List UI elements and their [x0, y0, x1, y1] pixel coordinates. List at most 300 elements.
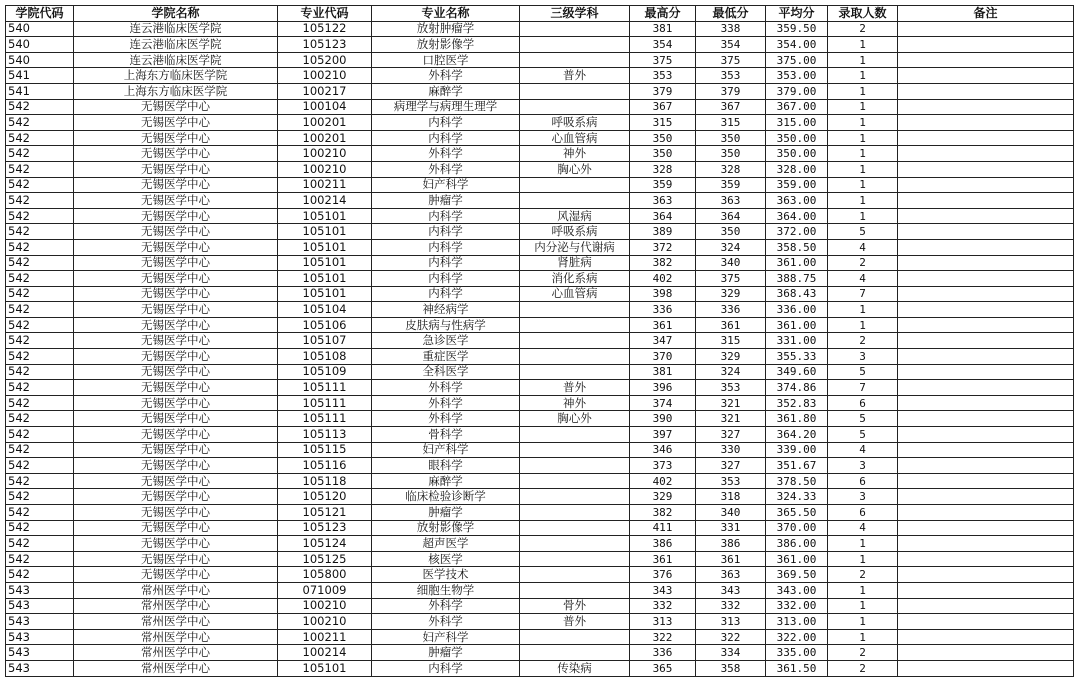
cell-college-code: 543 [6, 660, 74, 676]
cell-major-name: 眼科学 [372, 458, 520, 474]
cell-major-code: 105101 [278, 239, 372, 255]
cell-college-code: 542 [6, 536, 74, 552]
cell-avg-score: 322.00 [766, 629, 828, 645]
cell-admitted-count: 5 [828, 224, 898, 240]
cell-major-name: 细胞生物学 [372, 582, 520, 598]
cell-avg-score: 350.00 [766, 130, 828, 146]
table-row [6, 333, 1074, 349]
cell-college-name: 无锡医学中心 [74, 551, 278, 567]
cell-sub-discipline [520, 333, 630, 349]
cell-college-name: 上海东方临床医学院 [74, 83, 278, 99]
cell-max-score: 389 [630, 224, 696, 240]
cell-min-score: 350 [696, 146, 766, 162]
table-row [6, 660, 1074, 676]
cell-major-code: 105113 [278, 427, 372, 443]
table-row [6, 68, 1074, 84]
cell-college-name: 无锡医学中心 [74, 458, 278, 474]
table-row [6, 629, 1074, 645]
cell-major-code: 100214 [278, 193, 372, 209]
cell-max-score: 336 [630, 645, 696, 661]
cell-sub-discipline: 内分泌与代谢病 [520, 239, 630, 255]
cell-admitted-count: 2 [828, 255, 898, 271]
table-row [6, 582, 1074, 598]
header-college-code: 学院代码 [6, 6, 74, 22]
cell-min-score: 330 [696, 442, 766, 458]
cell-major-code: 105107 [278, 333, 372, 349]
cell-major-name: 肿瘤学 [372, 645, 520, 661]
cell-college-name: 无锡医学中心 [74, 473, 278, 489]
cell-avg-score: 364.20 [766, 427, 828, 443]
cell-sub-discipline [520, 551, 630, 567]
cell-sub-discipline: 肾脏病 [520, 255, 630, 271]
cell-max-score: 379 [630, 83, 696, 99]
cell-avg-score: 324.33 [766, 489, 828, 505]
cell-admitted-count: 1 [828, 68, 898, 84]
cell-sub-discipline [520, 458, 630, 474]
cell-max-score: 332 [630, 598, 696, 614]
cell-college-name: 无锡医学中心 [74, 115, 278, 131]
cell-major-code: 100214 [278, 645, 372, 661]
cell-max-score: 363 [630, 193, 696, 209]
cell-major-name: 内科学 [372, 255, 520, 271]
cell-max-score: 381 [630, 21, 696, 37]
cell-college-name: 无锡医学中心 [74, 489, 278, 505]
header-row [6, 6, 1074, 22]
cell-sub-discipline: 普外 [520, 614, 630, 630]
cell-sub-discipline [520, 317, 630, 333]
cell-major-code: 105122 [278, 21, 372, 37]
cell-major-code: 105101 [278, 660, 372, 676]
cell-max-score: 386 [630, 536, 696, 552]
cell-college-name: 无锡医学中心 [74, 286, 278, 302]
cell-college-code: 542 [6, 286, 74, 302]
cell-major-code: 105109 [278, 364, 372, 380]
cell-sub-discipline [520, 536, 630, 552]
cell-min-score: 329 [696, 349, 766, 365]
cell-major-code: 105123 [278, 520, 372, 536]
cell-max-score: 361 [630, 317, 696, 333]
cell-notes [898, 239, 1074, 255]
cell-notes [898, 551, 1074, 567]
cell-major-name: 全科医学 [372, 364, 520, 380]
cell-sub-discipline [520, 489, 630, 505]
admission-table-wrapper [5, 5, 1074, 677]
cell-major-name: 内科学 [372, 286, 520, 302]
cell-max-score: 374 [630, 395, 696, 411]
table-row [6, 99, 1074, 115]
table-row [6, 271, 1074, 287]
cell-college-name: 连云港临床医学院 [74, 37, 278, 53]
cell-admitted-count: 6 [828, 505, 898, 521]
table-body [6, 21, 1074, 676]
table-row [6, 645, 1074, 661]
table-row [6, 115, 1074, 131]
cell-major-name: 病理学与病理生理学 [372, 99, 520, 115]
cell-avg-score: 350.00 [766, 146, 828, 162]
cell-admitted-count: 4 [828, 442, 898, 458]
cell-sub-discipline [520, 520, 630, 536]
header-avg-score: 平均分 [766, 6, 828, 22]
cell-max-score: 370 [630, 349, 696, 365]
cell-college-code: 543 [6, 645, 74, 661]
cell-college-code: 542 [6, 317, 74, 333]
table-row [6, 567, 1074, 583]
cell-major-code: 105115 [278, 442, 372, 458]
cell-avg-score: 359.00 [766, 177, 828, 193]
table-row [6, 52, 1074, 68]
table-row [6, 37, 1074, 53]
cell-max-score: 353 [630, 68, 696, 84]
cell-notes [898, 614, 1074, 630]
cell-admitted-count: 6 [828, 473, 898, 489]
cell-avg-score: 375.00 [766, 52, 828, 68]
cell-sub-discipline [520, 473, 630, 489]
cell-min-score: 328 [696, 161, 766, 177]
cell-avg-score: 331.00 [766, 333, 828, 349]
cell-max-score: 382 [630, 505, 696, 521]
cell-college-code: 542 [6, 146, 74, 162]
cell-min-score: 350 [696, 130, 766, 146]
cell-sub-discipline [520, 99, 630, 115]
cell-avg-score: 379.00 [766, 83, 828, 99]
cell-college-code: 542 [6, 302, 74, 318]
table-row [6, 551, 1074, 567]
cell-major-name: 妇产科学 [372, 629, 520, 645]
cell-admitted-count: 1 [828, 317, 898, 333]
cell-min-score: 322 [696, 629, 766, 645]
cell-admitted-count: 1 [828, 99, 898, 115]
cell-max-score: 313 [630, 614, 696, 630]
cell-admitted-count: 1 [828, 161, 898, 177]
cell-sub-discipline [520, 645, 630, 661]
table-row [6, 21, 1074, 37]
cell-max-score: 350 [630, 146, 696, 162]
cell-major-name: 外科学 [372, 411, 520, 427]
cell-sub-discipline [520, 505, 630, 521]
cell-admitted-count: 1 [828, 302, 898, 318]
cell-college-name: 无锡医学中心 [74, 99, 278, 115]
cell-major-code: 105104 [278, 302, 372, 318]
cell-notes [898, 536, 1074, 552]
cell-notes [898, 473, 1074, 489]
cell-sub-discipline [520, 83, 630, 99]
cell-notes [898, 37, 1074, 53]
cell-sub-discipline: 胸心外 [520, 161, 630, 177]
cell-admitted-count: 5 [828, 427, 898, 443]
cell-college-code: 542 [6, 427, 74, 443]
cell-avg-score: 328.00 [766, 161, 828, 177]
cell-college-name: 无锡医学中心 [74, 255, 278, 271]
cell-notes [898, 333, 1074, 349]
cell-major-code: 105120 [278, 489, 372, 505]
cell-sub-discipline: 呼吸系病 [520, 224, 630, 240]
cell-major-name: 外科学 [372, 380, 520, 396]
cell-avg-score: 358.50 [766, 239, 828, 255]
table-row [6, 317, 1074, 333]
cell-notes [898, 161, 1074, 177]
cell-college-name: 无锡医学中心 [74, 380, 278, 396]
cell-notes [898, 645, 1074, 661]
cell-major-code: 105200 [278, 52, 372, 68]
table-row [6, 255, 1074, 271]
cell-notes [898, 489, 1074, 505]
cell-notes [898, 395, 1074, 411]
header-sub-discipline: 三级学科 [520, 6, 630, 22]
cell-admitted-count: 2 [828, 660, 898, 676]
cell-min-score: 331 [696, 520, 766, 536]
cell-college-name: 无锡医学中心 [74, 349, 278, 365]
cell-major-code: 100217 [278, 83, 372, 99]
header-admitted-count: 录取人数 [828, 6, 898, 22]
cell-max-score: 364 [630, 208, 696, 224]
cell-major-code: 105116 [278, 458, 372, 474]
cell-notes [898, 193, 1074, 209]
cell-admitted-count: 1 [828, 208, 898, 224]
cell-sub-discipline: 呼吸系病 [520, 115, 630, 131]
cell-major-name: 核医学 [372, 551, 520, 567]
cell-max-score: 315 [630, 115, 696, 131]
cell-notes [898, 177, 1074, 193]
cell-max-score: 375 [630, 52, 696, 68]
cell-max-score: 398 [630, 286, 696, 302]
cell-admitted-count: 3 [828, 489, 898, 505]
cell-sub-discipline: 心血管病 [520, 130, 630, 146]
cell-major-name: 神经病学 [372, 302, 520, 318]
cell-major-name: 内科学 [372, 224, 520, 240]
cell-admitted-count: 3 [828, 349, 898, 365]
cell-college-name: 无锡医学中心 [74, 239, 278, 255]
cell-major-name: 肿瘤学 [372, 505, 520, 521]
cell-college-name: 常州医学中心 [74, 660, 278, 676]
cell-admitted-count: 2 [828, 21, 898, 37]
cell-admitted-count: 1 [828, 629, 898, 645]
cell-major-code: 105101 [278, 255, 372, 271]
cell-max-score: 365 [630, 660, 696, 676]
cell-college-code: 542 [6, 333, 74, 349]
cell-sub-discipline [520, 629, 630, 645]
cell-sub-discipline [520, 193, 630, 209]
cell-max-score: 336 [630, 302, 696, 318]
cell-major-code: 100211 [278, 629, 372, 645]
cell-college-code: 542 [6, 442, 74, 458]
cell-min-score: 315 [696, 333, 766, 349]
cell-major-code: 100201 [278, 130, 372, 146]
cell-avg-score: 352.83 [766, 395, 828, 411]
cell-college-name: 常州医学中心 [74, 629, 278, 645]
cell-college-name: 常州医学中心 [74, 582, 278, 598]
cell-college-name: 常州医学中心 [74, 614, 278, 630]
cell-min-score: 353 [696, 473, 766, 489]
cell-avg-score: 359.50 [766, 21, 828, 37]
cell-avg-score: 369.50 [766, 567, 828, 583]
cell-sub-discipline [520, 427, 630, 443]
cell-max-score: 390 [630, 411, 696, 427]
cell-min-score: 329 [696, 286, 766, 302]
cell-college-name: 无锡医学中心 [74, 177, 278, 193]
cell-max-score: 346 [630, 442, 696, 458]
cell-major-name: 放射影像学 [372, 37, 520, 53]
cell-avg-score: 363.00 [766, 193, 828, 209]
cell-max-score: 329 [630, 489, 696, 505]
cell-avg-score: 351.67 [766, 458, 828, 474]
cell-notes [898, 582, 1074, 598]
cell-major-name: 外科学 [372, 161, 520, 177]
cell-major-code: 105123 [278, 37, 372, 53]
cell-avg-score: 378.50 [766, 473, 828, 489]
cell-major-code: 105111 [278, 411, 372, 427]
cell-max-score: 354 [630, 37, 696, 53]
cell-notes [898, 68, 1074, 84]
cell-major-code: 105125 [278, 551, 372, 567]
cell-min-score: 332 [696, 598, 766, 614]
cell-avg-score: 354.00 [766, 37, 828, 53]
cell-min-score: 324 [696, 364, 766, 380]
cell-college-code: 542 [6, 489, 74, 505]
cell-major-code: 105101 [278, 286, 372, 302]
cell-college-name: 无锡医学中心 [74, 161, 278, 177]
cell-min-score: 350 [696, 224, 766, 240]
cell-major-code: 105800 [278, 567, 372, 583]
cell-avg-score: 353.00 [766, 68, 828, 84]
cell-avg-score: 365.50 [766, 505, 828, 521]
cell-min-score: 321 [696, 395, 766, 411]
cell-major-name: 放射影像学 [372, 520, 520, 536]
cell-major-name: 外科学 [372, 598, 520, 614]
header-notes: 备注 [898, 6, 1074, 22]
cell-college-name: 无锡医学中心 [74, 505, 278, 521]
cell-notes [898, 317, 1074, 333]
cell-min-score: 363 [696, 567, 766, 583]
cell-major-code: 105106 [278, 317, 372, 333]
cell-max-score: 361 [630, 551, 696, 567]
cell-admitted-count: 5 [828, 411, 898, 427]
table-row [6, 146, 1074, 162]
cell-notes [898, 271, 1074, 287]
cell-min-score: 375 [696, 271, 766, 287]
cell-admitted-count: 1 [828, 83, 898, 99]
cell-min-score: 318 [696, 489, 766, 505]
cell-college-code: 542 [6, 567, 74, 583]
cell-admitted-count: 2 [828, 333, 898, 349]
cell-notes [898, 427, 1074, 443]
cell-notes [898, 598, 1074, 614]
header-min-score: 最低分 [696, 6, 766, 22]
cell-avg-score: 335.00 [766, 645, 828, 661]
cell-major-code: 105111 [278, 380, 372, 396]
cell-sub-discipline [520, 177, 630, 193]
cell-avg-score: 332.00 [766, 598, 828, 614]
cell-sub-discipline: 消化系病 [520, 271, 630, 287]
cell-min-score: 327 [696, 458, 766, 474]
cell-notes [898, 629, 1074, 645]
cell-major-name: 外科学 [372, 146, 520, 162]
table-row [6, 395, 1074, 411]
cell-avg-score: 374.86 [766, 380, 828, 396]
cell-min-score: 361 [696, 551, 766, 567]
cell-college-code: 540 [6, 37, 74, 53]
cell-min-score: 334 [696, 645, 766, 661]
cell-admitted-count: 1 [828, 598, 898, 614]
cell-sub-discipline: 传染病 [520, 660, 630, 676]
cell-admitted-count: 7 [828, 380, 898, 396]
cell-college-code: 540 [6, 52, 74, 68]
cell-min-score: 359 [696, 177, 766, 193]
cell-major-name: 超声医学 [372, 536, 520, 552]
cell-admitted-count: 1 [828, 551, 898, 567]
header-major-code: 专业代码 [278, 6, 372, 22]
cell-notes [898, 660, 1074, 676]
cell-college-name: 无锡医学中心 [74, 130, 278, 146]
cell-max-score: 367 [630, 99, 696, 115]
cell-major-name: 妇产科学 [372, 442, 520, 458]
cell-sub-discipline: 神外 [520, 395, 630, 411]
cell-college-code: 540 [6, 21, 74, 37]
cell-sub-discipline: 骨外 [520, 598, 630, 614]
cell-max-score: 372 [630, 239, 696, 255]
cell-college-name: 无锡医学中心 [74, 427, 278, 443]
header-major-name: 专业名称 [372, 6, 520, 22]
cell-college-code: 542 [6, 130, 74, 146]
cell-min-score: 364 [696, 208, 766, 224]
cell-min-score: 353 [696, 380, 766, 396]
cell-min-score: 340 [696, 505, 766, 521]
cell-admitted-count: 6 [828, 395, 898, 411]
cell-max-score: 411 [630, 520, 696, 536]
cell-notes [898, 52, 1074, 68]
cell-major-code: 105124 [278, 536, 372, 552]
cell-major-code: 100210 [278, 161, 372, 177]
table-row [6, 130, 1074, 146]
cell-admitted-count: 1 [828, 614, 898, 630]
cell-college-code: 542 [6, 177, 74, 193]
table-row [6, 442, 1074, 458]
cell-major-name: 麻醉学 [372, 83, 520, 99]
table-row [6, 83, 1074, 99]
cell-college-code: 542 [6, 551, 74, 567]
cell-major-name: 妇产科学 [372, 177, 520, 193]
table-row [6, 614, 1074, 630]
cell-min-score: 338 [696, 21, 766, 37]
cell-avg-score: 349.60 [766, 364, 828, 380]
cell-notes [898, 21, 1074, 37]
cell-college-code: 542 [6, 395, 74, 411]
table-row [6, 239, 1074, 255]
cell-sub-discipline [520, 567, 630, 583]
cell-max-score: 382 [630, 255, 696, 271]
cell-notes [898, 255, 1074, 271]
cell-avg-score: 361.00 [766, 317, 828, 333]
cell-notes [898, 115, 1074, 131]
table-row [6, 505, 1074, 521]
cell-major-name: 放射肿瘤学 [372, 21, 520, 37]
cell-min-score: 327 [696, 427, 766, 443]
cell-college-name: 无锡医学中心 [74, 333, 278, 349]
cell-min-score: 354 [696, 37, 766, 53]
cell-min-score: 367 [696, 99, 766, 115]
cell-college-code: 543 [6, 614, 74, 630]
table-row [6, 489, 1074, 505]
cell-major-code: 105108 [278, 349, 372, 365]
cell-college-code: 542 [6, 520, 74, 536]
cell-avg-score: 364.00 [766, 208, 828, 224]
cell-college-code: 542 [6, 473, 74, 489]
cell-college-code: 541 [6, 83, 74, 99]
cell-min-score: 343 [696, 582, 766, 598]
cell-sub-discipline [520, 52, 630, 68]
cell-college-code: 542 [6, 349, 74, 365]
cell-admitted-count: 2 [828, 567, 898, 583]
cell-college-name: 无锡医学中心 [74, 411, 278, 427]
